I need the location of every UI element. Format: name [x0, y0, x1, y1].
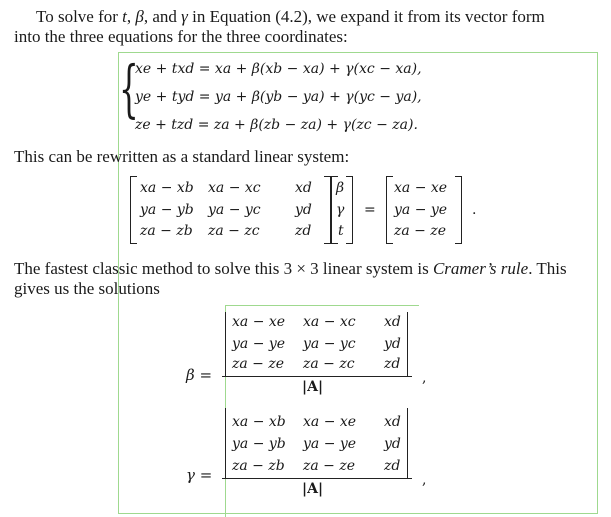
- paragraph-cramer-line-2: gives us the solutions: [14, 279, 160, 298]
- matrix-left-bracket: [130, 176, 137, 244]
- gamma-det-r3c1: za − zb: [232, 458, 285, 474]
- beta-det-r1c2: xa − xc: [303, 314, 356, 330]
- beta-det-r2c2: ya − yc: [303, 336, 356, 352]
- det-left-bar: [225, 312, 226, 376]
- rhs-r2: ya − ye: [394, 202, 448, 218]
- det-right-bar: [407, 312, 408, 376]
- beta-det-r2c1: ya − ye: [232, 336, 286, 352]
- matrix-a-r3c2: za − zc: [208, 223, 260, 239]
- beta-det-r3c2: za − zc: [303, 356, 355, 372]
- beta-det-r2c3: yd: [384, 336, 401, 352]
- gamma-lhs: γ =: [186, 466, 213, 484]
- matrix-a-r1c3: xd: [295, 180, 312, 196]
- text-run: The fastest classic method to solve this 3 × 3 linear system is: [14, 259, 433, 278]
- gamma-det-r1c3: xd: [384, 414, 401, 430]
- rhs-r1: xa − xe: [394, 180, 448, 196]
- text-run: To solve for: [36, 7, 123, 26]
- text-run: ,: [126, 7, 136, 26]
- gamma-det-r1c1: xa − xb: [232, 414, 286, 430]
- equation-z: ze + tzd = za + β(zb − za) + γ(zc − za).: [135, 117, 418, 133]
- paragraph-linear-system: This can be rewritten as a standard linear system:: [14, 147, 350, 166]
- paragraph-cramer-line-1: [14, 258, 567, 280]
- var-beta: β: [135, 7, 144, 26]
- equation-x: xe + txd = xa + β(xb − xa) + γ(xc − xa),: [135, 61, 422, 77]
- beta-det-r1c3: xd: [384, 314, 401, 330]
- matrix-a-r3c1: za − zb: [140, 223, 193, 239]
- unknown-t: t: [338, 223, 344, 239]
- det-right-bar: [407, 408, 408, 478]
- vector-right-bracket: [346, 176, 353, 244]
- left-brace: {: [119, 52, 139, 125]
- gamma-det-r1c2: xa − xe: [303, 414, 357, 430]
- equation-y: ye + tyd = ya + β(yb − ya) + γ(yc − ya),: [135, 89, 422, 105]
- gamma-denominator: |A|: [302, 481, 324, 497]
- rhs-right-bracket: [455, 176, 462, 244]
- unknown-beta: β: [336, 180, 345, 196]
- gamma-det-r2c2: ya − ye: [303, 436, 357, 452]
- beta-det-r1c1: xa − xe: [232, 314, 286, 330]
- matrix-a-r1c1: xa − xb: [140, 180, 194, 196]
- period: .: [472, 202, 477, 218]
- gamma-comma: ,: [422, 472, 427, 488]
- var-gamma: γ: [181, 7, 188, 26]
- beta-det-r3c1: za − ze: [232, 356, 285, 372]
- beta-lhs: β =: [186, 366, 213, 384]
- paragraph-intro-line-1: [14, 6, 545, 28]
- paragraph-intro-line-2: into the three equations for the three coordinates:: [14, 27, 348, 46]
- matrix-a-r3c3: zd: [295, 223, 312, 239]
- text-run: . This: [528, 259, 567, 278]
- rhs-r3: za − ze: [394, 223, 447, 239]
- matrix-a-r1c2: xa − xc: [208, 180, 261, 196]
- gamma-fraction-bar: [222, 478, 412, 479]
- matrix-right-bracket: [324, 176, 331, 244]
- beta-det-r3c3: zd: [384, 356, 401, 372]
- equals-sign: =: [364, 202, 376, 218]
- gamma-det-r3c3: zd: [384, 458, 401, 474]
- text-run: in Equation (4.2), we expand it from its vector form: [187, 7, 545, 26]
- det-left-bar: [225, 408, 226, 478]
- text-run: , and: [143, 7, 182, 26]
- gamma-det-r3c2: za − ze: [303, 458, 356, 474]
- var-t: t: [122, 7, 127, 26]
- matrix-a-r2c2: ya − yc: [208, 202, 261, 218]
- rhs-left-bracket: [386, 176, 393, 244]
- gamma-det-r2c3: yd: [384, 436, 401, 452]
- matrix-a-r2c3: yd: [295, 202, 312, 218]
- unknown-gamma: γ: [336, 202, 345, 218]
- gamma-det-r2c1: ya − yb: [232, 436, 286, 452]
- beta-fraction-bar: [222, 376, 412, 377]
- beta-comma: ,: [422, 370, 427, 386]
- matrix-a-r2c1: ya − yb: [140, 202, 194, 218]
- beta-denominator: |A|: [302, 379, 324, 395]
- emphasis-cramers-rule: Cramer’s rule: [432, 259, 529, 278]
